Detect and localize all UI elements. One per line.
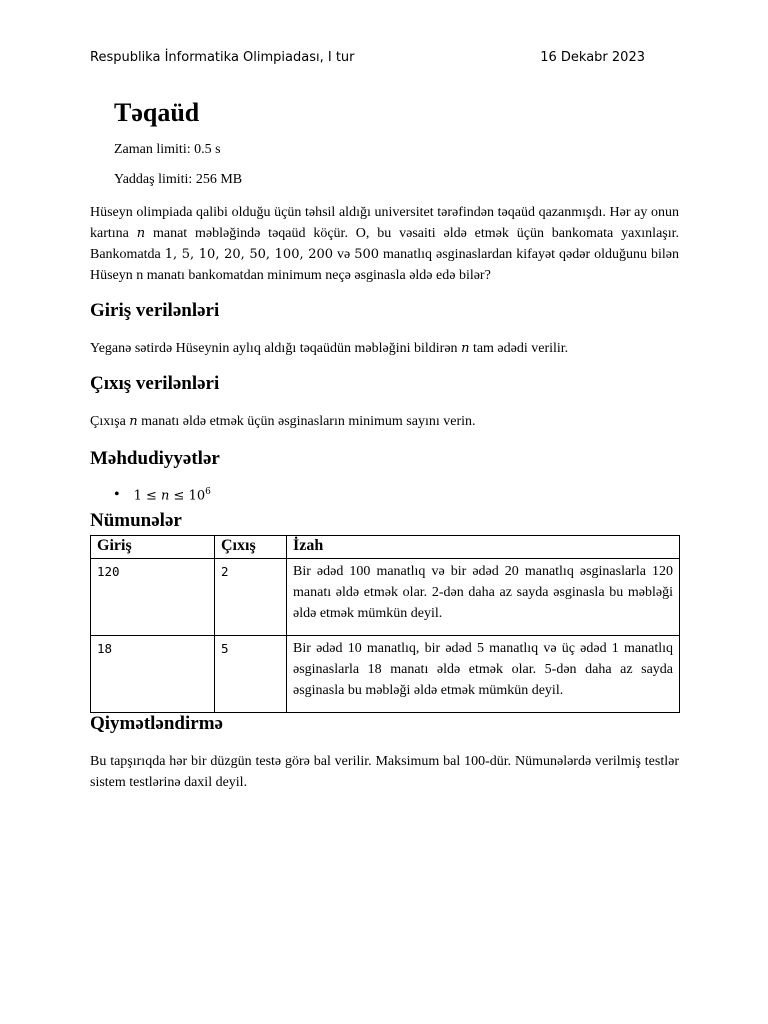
column-explanation: İzah <box>287 536 680 559</box>
constraint-var-n: n <box>161 488 170 504</box>
output-description <box>90 411 679 432</box>
statement-text-4: manatlıq əsginaslardan kifayət qədər olduğunu bilən Hüseyn n manatı bankomatdan minimum neçə əsginasla əldə edə bilər? <box>90 247 679 283</box>
problem-title: Təqaüd <box>114 98 200 127</box>
statement-banknote-500: 500 <box>354 247 380 262</box>
time-limit: Zaman limiti: 0.5 s <box>114 142 221 157</box>
constraint-lower: 1 ≤ <box>133 488 162 504</box>
constraint-item <box>114 486 211 504</box>
bullet-dot: • <box>114 486 120 503</box>
input-text-2: tam ədədi verilir. <box>469 341 569 356</box>
column-input: Giriş <box>91 536 215 559</box>
constraints-heading: Məhdudiyyətlər <box>90 448 220 469</box>
table-row <box>91 636 680 713</box>
scoring-text: Bu tapşırıqda hər bir düzgün testə görə bal verilir. Maksimum bal 100-dür. Nümunələrdə verilmiş testlər sistem testlərinə daxil deyil. <box>90 754 679 790</box>
statement-banknote-values: 1, 5, 10, 20, 50, 100, 200 <box>164 247 334 262</box>
example-input: 18 <box>91 636 215 713</box>
memory-limit: Yaddaş limiti: 256 MB <box>114 172 243 187</box>
example-input: 120 <box>91 559 215 636</box>
page-header <box>90 47 645 67</box>
example-output: 2 <box>215 559 287 636</box>
statement-text-1: Hüseyn olimpiada qalibi olduğu üçün təhsil aldığı universitet tərəfindən təqaüd qazanmışdı. Hər ay onun kartına <box>90 205 679 241</box>
example-output: 5 <box>215 636 287 713</box>
constraint-upper: ≤ 10 <box>169 488 206 504</box>
output-text-2: manatı əldə etmək üçün əsginasların minimum sayını verin. <box>137 414 476 429</box>
statement-var-n: n <box>136 226 146 241</box>
example-explanation: Bir ədəd 100 manatlıq və bir ədəd 20 manatlıq əsginaslarla 120 manatı əldə etmək olar. 2-dən daha az sayda əsginasla bu məbləği əldə etmək mümkün deyil. <box>287 559 680 636</box>
input-text-1: Yeganə sətirdə Hüseynin aylıq aldığı təqaüdün məbləğini bildirən <box>90 341 462 356</box>
table-row <box>91 559 680 636</box>
statement-text-3: və <box>333 247 355 262</box>
examples-header-row <box>91 536 680 559</box>
output-var-n: n <box>129 414 138 429</box>
scoring-heading: Qiymətləndirmə <box>90 713 223 734</box>
statement-text-2: manat məbləğində təqaüd köçür. O, bu vəsaiti əldə etmək üçün bankomata yaxınlaşır. Bankomatda <box>90 226 680 262</box>
examples-heading: Nümunələr <box>90 510 182 531</box>
input-heading: Giriş verilənləri <box>90 300 220 321</box>
constraint-formula <box>134 487 211 503</box>
column-output: Çıxış <box>215 536 287 559</box>
input-var-n: n <box>461 341 470 356</box>
header-date: 16 Dekabr 2023 <box>540 49 645 65</box>
output-heading: Çıxış verilənləri <box>90 373 220 394</box>
output-text-1: Çıxışa <box>90 414 130 429</box>
examples-table <box>90 535 680 713</box>
constraint-exponent: 6 <box>205 486 211 497</box>
header-olympiad-name: Respublika İnformatika Olimpiadası, I tur <box>90 49 355 65</box>
problem-statement <box>90 202 679 286</box>
input-description <box>90 338 679 359</box>
example-explanation: Bir ədəd 10 manatlıq, bir ədəd 5 manatlıq və üç ədəd 1 manatlıq əsginaslarla 18 manatı əldə etmək olar. 5-dən daha az sayda əsginasla bu məbləği əldə etmək mümkün deyil. <box>287 636 680 713</box>
